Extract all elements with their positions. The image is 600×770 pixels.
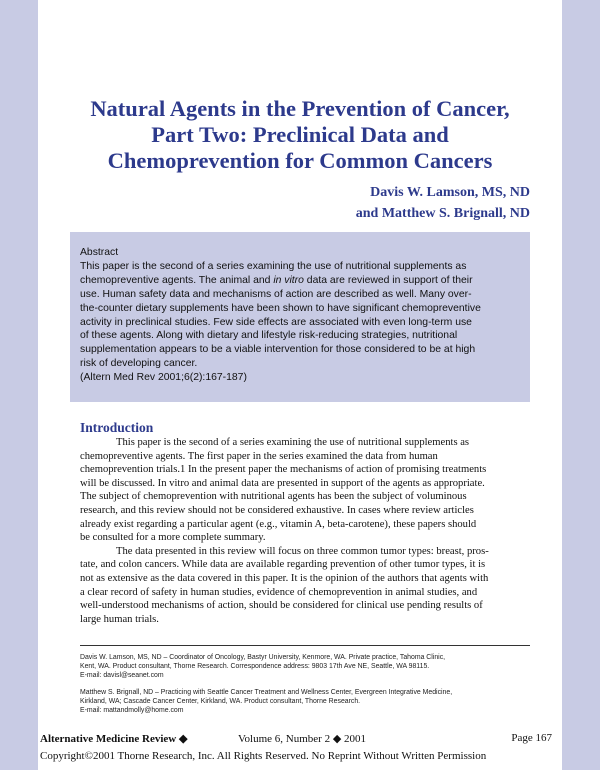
abstract-line: the-counter dietary supplements have been shown to have significant chemopreventive (80, 302, 481, 314)
body-line: This paper is the second of a series examining the use of nutritional supplements as (116, 437, 470, 448)
abstract-line-part: data are reviewed in support of their (303, 274, 473, 286)
abstract-line: of these agents. Along with dietary and lifestyle risk-reducing strategies, nutritional (80, 330, 458, 342)
author-footnotes (80, 653, 530, 715)
abstract-line (80, 274, 526, 288)
footnote-line: Kirkland, WA; Cascade Cancer Center, Kirkland, WA. Product consultant, Thorne Research. (80, 697, 361, 705)
body-line: not as extensive as the data covered in this paper. It is the opinion of the authors that agents with (80, 572, 489, 584)
introduction-body (80, 436, 530, 626)
body-line: The data presented in this review will focus on three common tumor types: breast, pros- (116, 545, 489, 557)
section-heading-introduction: Introduction (80, 420, 154, 435)
title-line: Chemoprevention for Common Cancers (107, 148, 493, 173)
abstract-line: This paper is the second of a series examining the use of nutritional supplements as (80, 260, 467, 272)
footnote-line: Matthew S. Brignall, ND – Practicing with Seattle Cancer Treatment and Wellness Center, Evergreen Integrative Medicine, (80, 688, 453, 696)
abstract-citation: (Altern Med Rev 2001;6(2):167-187) (80, 372, 247, 384)
author-line: and Matthew S. Brignall, ND (355, 206, 530, 221)
abstract-line: activity in preclinical studies. Few side effects are associated with even long-term use (80, 316, 472, 328)
footer-journal-name: Alternative Medicine Review ◆ (40, 733, 188, 745)
abstract-heading: Abstract (80, 247, 119, 258)
footnote-line: Davis W. Lamson, MS, ND – Coordinator of Oncology, Bastyr University, Kenmore, WA. Private practice, Tahoma Clinic, (80, 654, 446, 661)
author-list (356, 182, 530, 224)
body-line: already exist regarding a particular agent (e.g., vitamin A, beta-carotene), these papers should (80, 518, 477, 530)
author-line: Davis W. Lamson, MS, ND (370, 185, 530, 200)
body-line: tate, and colon cancers. While data are available regarding prevention of other tumor types, it is (80, 559, 486, 571)
footnote-gap (80, 681, 530, 688)
footnote-divider (80, 645, 530, 646)
body-line: large human trials. (80, 613, 159, 625)
footer-copyright: Copyright©2001 Thorne Research, Inc. All Rights Reserved. No Reprint Without Written Permission (40, 750, 487, 762)
abstract (80, 246, 526, 385)
footnote-line: Kent, WA. Product consultant, Thorne Research. Correspondence address: 9803 17th Ave NE, Seattle, WA 98115. (80, 663, 430, 671)
abstract-line: use. Human safety data and mechanisms of action are described as well. Many over- (80, 288, 472, 300)
body-line: a clear record of safety in human studies, evidence of chemoprevention in animal studies, and (80, 586, 478, 598)
title-line: Natural Agents in the Prevention of Cancer, (90, 96, 510, 121)
title-line: Part Two: Preclinical Data and (151, 122, 449, 147)
footnote-line: E-mail: mattandmolly@home.com (80, 707, 184, 715)
abstract-italic: in vitro (273, 274, 304, 286)
footer-page-number: Page 167 (511, 732, 552, 744)
footer-issue: Volume 6, Number 2 ◆ 2001 (238, 733, 367, 745)
body-line: chemopreventive agents. The first paper in the series examined the data from human (80, 450, 438, 462)
body-line: research, and this review should not be considered exhaustive. In cases where review articles (80, 504, 474, 516)
body-line: The subject of chemoprevention with nutritional agents has been the subject of voluminous (80, 491, 467, 503)
abstract-line: risk of developing cancer. (80, 358, 198, 370)
body-line: well-understood mechanisms of action, should be considered for clinical use pending results of (80, 600, 483, 612)
left-margin-band (0, 0, 38, 770)
footnote-line: E-mail: davisl@seanet.com (80, 672, 164, 680)
article-title (70, 96, 530, 174)
body-line: be consulted for a more complete summary. (80, 532, 266, 544)
abstract-line: supplementation appears to be a viable intervention for those considered to be at high (80, 344, 476, 356)
body-line: will be discussed. In vitro and animal data are presented in support of the agents as appropriate. (80, 477, 485, 489)
body-line: chemoprevention trials.1 In the present paper the mechanisms of action of promising treatments (80, 464, 487, 476)
abstract-line-part: chemopreventive agents. The animal and (80, 274, 274, 286)
right-margin-band (562, 0, 600, 770)
